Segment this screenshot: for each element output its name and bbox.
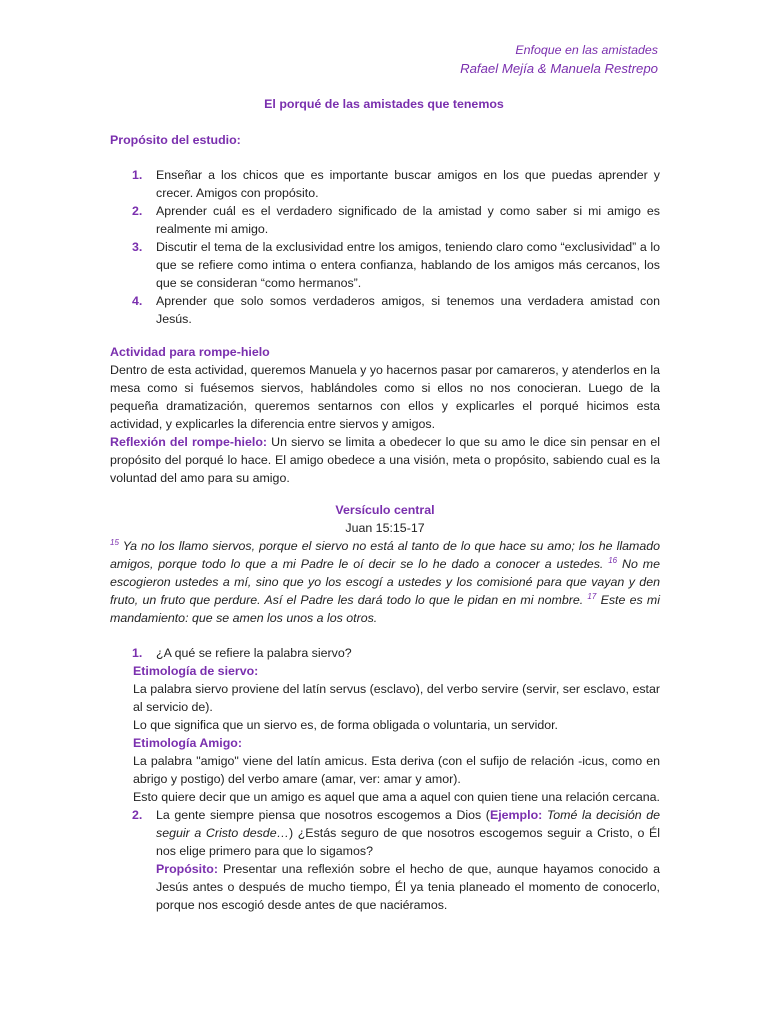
purpose-text: Presentar una reflexión sobre el hecho de que, aunque hayamos conocido a Jesús antes o después de mucho tiempo, Él ya tenia planeado el momento de conocerlo, porque nos escogió desde antes de que naciéramos. <box>156 862 660 912</box>
icebreaker-section <box>110 343 660 487</box>
purpose-item-number: 4. <box>132 294 143 308</box>
verse-section <box>110 501 660 627</box>
verse-text <box>110 537 660 627</box>
question-text-start: La gente siempre piensa que nosotros escogemos a Dios ( <box>156 808 490 822</box>
purpose-item <box>110 202 660 238</box>
purpose-item-text: Enseñar a los chicos que es importante buscar amigos en los que puedas aprender y crecer. Amigos con propósito. <box>156 168 660 200</box>
verse-number: 15 <box>110 537 119 547</box>
purpose-item-text: Discutir el tema de la exclusividad entre los amigos, teniendo claro como “exclusividad” a lo que se refiere como intima o entera confianza, hablando de los amigos más cercanos, los que se consideran “como hermanos”. <box>156 240 660 290</box>
question-2-purpose <box>156 860 660 914</box>
document-header <box>460 42 658 78</box>
verse-reference: Juan 15:15-17 <box>345 521 425 535</box>
etymology-amigo-meaning: Esto quiere decir que un amigo es aquel que ama a aquel con quien tiene una relación cercana. <box>133 790 660 804</box>
question-1-details <box>110 662 660 806</box>
purpose-item <box>110 166 660 202</box>
purpose-item <box>110 292 660 328</box>
reflection-text: Un siervo se limita a obedecer lo que su amo le dice sin pensar en el propósito del porqué lo hace. El amigo obedece a una visión, meta o propósito, sabiendo cual es la voluntad del amo para su amigo. <box>110 435 660 485</box>
etymology-siervo-label: Etimología de siervo: <box>133 664 259 678</box>
purpose-item-text: Aprender cuál es el verdadero significado de la amistad y como saber si mi amigo es realmente mi amigo. <box>156 204 660 236</box>
question-text: ¿A qué se refiere la palabra siervo? <box>156 646 352 660</box>
icebreaker-text: Dentro de esta actividad, queremos Manuela y yo hacernos pasar por camareros, y atenderlos en la mesa como si fuésemos siervos, hablándoles como si ellos no nos conocieran. Luego de la pequeña dramatización, queremos sentarnos con ellos y explicarles el porqué hicimos esta actividad, y explicarles la diferencia entre siervos y amigos. <box>110 363 660 431</box>
questions-list <box>110 644 660 914</box>
purpose-label: Propósito: <box>156 862 218 876</box>
icebreaker-reflection <box>110 433 660 487</box>
question-number: 1. <box>132 646 143 660</box>
document-title: El porqué de las amistades que tenemos <box>264 97 504 111</box>
example-label: Ejemplo: <box>489 808 543 822</box>
header-topic: Enfoque en las amistades <box>515 43 658 57</box>
etymology-amigo-text: La palabra "amigo" viene del latín amicus. Esta deriva (con el sufijo de relación -icus, como en abrigo y postigo) del verbo amare (amar, ver: amar y amor). <box>133 754 660 786</box>
purpose-item <box>110 238 660 292</box>
verse-number: 16 <box>608 555 618 565</box>
reflection-label: Reflexión del rompe-hielo: <box>110 435 268 449</box>
etymology-siervo-meaning: Lo que significa que un siervo es, de forma obligada o voluntaria, un servidor. <box>133 718 558 732</box>
question-item <box>110 644 660 662</box>
etymology-amigo-label: Etimología Amigo: <box>133 736 242 750</box>
purpose-item-number: 2. <box>132 204 143 218</box>
etymology-siervo-text: La palabra siervo proviene del latín servus (esclavo), del verbo servire (servir, ser esclavo, estar al servicio de). <box>133 682 660 714</box>
purpose-item-number: 1. <box>132 168 143 182</box>
verse-15-text: Ya no los llamo siervos, porque el siervo no está al tanto de lo que hace su amo; los he llamado amigos, porque todo lo que a mi Padre le oí decir se lo he dado a conocer a ustedes. <box>110 539 660 571</box>
icebreaker-heading: Actividad para rompe-hielo <box>110 345 270 359</box>
example-text: Tomé la decisión de seguir a Cristo desde… <box>156 808 660 840</box>
verse-number: 17 <box>587 591 597 601</box>
purpose-item-text: Aprender que solo somos verdaderos amigos, si tenemos una verdadera amistad con Jesús. <box>156 294 660 326</box>
verse-heading: Versículo central <box>335 503 435 517</box>
question-text-end: ) ¿Estás seguro de que nosotros escogemos seguir a Cristo, o Él nos elige primero para que lo sigamos? <box>156 826 661 858</box>
question-item <box>110 806 660 914</box>
purpose-heading: Propósito del estudio: <box>110 133 241 147</box>
question-number: 2. <box>132 808 143 822</box>
verse-17-text: Este es mi mandamiento: que se amen los unos a los otros. <box>110 593 660 625</box>
header-authors: Rafael Mejía & Manuela Restrepo <box>460 61 658 76</box>
purpose-item-number: 3. <box>132 240 143 254</box>
verse-16-text: No me escogieron ustedes a mí, sino que yo los escogí a ustedes y los comisioné para que vayan y den fruto, un fruto que perdure. Así el Padre les dará todo lo que le pidan en mi nombre. <box>110 557 661 607</box>
purpose-list <box>110 166 660 328</box>
